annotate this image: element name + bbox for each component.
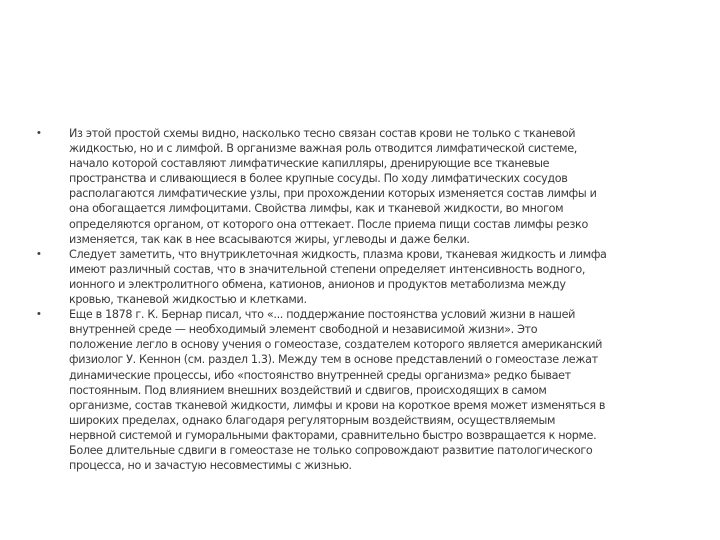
bullet-icon: • [37, 127, 41, 139]
bullet-icon: • [37, 308, 41, 321]
paragraph-fluids: Следует заметить, что внутриклеточная жидкость, плазма крови, тканевая жидкость и лимфа имеют различный состав, что в значительной степени определяет интенсивность водного, ионного и электролитного обмена, катионов, анионов и продуктов метаболизма между кровью, тканевой жидкостью и клетками. [69, 247, 607, 307]
paragraph-lymph: Из этой простой схемы видно, насколько тесно связан состав крови не только с тканевой жидкостью, но и с лимфой. В организме важная роль отводится лимфатической системе, начало которой составляют лимфатические капилляры, дренирующие все тканевые пространства и сливающиеся в более крупные сосуды. По ходу лимфатических сосудов располагаются лимфатические узлы, при прохождении которых изменяется состав лимфы и она обогащается лимфоцитами. Свойства лимфы, как и тканевой жидкости, во многом определяются органом, от которого она оттекает. После приема пищи состав лимфы резко изменяется, так как в нее всасываются жиры, углеводы и даже белки. [69, 127, 597, 246]
list-item-homeostasis [0, 307, 683, 473]
paragraph-homeostasis: Еще в 1878 г. К. Бернар писал, что «... поддержание постоянства условий жизни в нашей внутренней среде — необходимый элемент свободной и независимой жизни». Это положение легло в основу учения о гомеостазе, создателем которого является американский физиолог У. Кеннон (см. раздел 1.3). Между тем в основе представлений о гомеостазе лежат динамические процессы, ибо «постоянство внутренней среды организма» редко бывает постоянным. Под влиянием внешних воздействий и сдвигов, происходящих в самом организме, состав тканевой жидкости, лимфы и крови на короткое время может изменяться в широких пределах, однако благодаря регуляторным воздействиям, осуществляемым нервной системой и гуморальными факторами, сравнительно быстро возвращается к норме. Более длительные сдвиги в гомеостазе не только сопровождают развитие патологического процесса, но и зачастую несовместимы с жизнью. [69, 308, 606, 473]
bullet-list [0, 126, 683, 473]
list-item-fluids [0, 247, 683, 307]
list-item-lymph [0, 126, 683, 247]
bullet-icon: • [37, 247, 41, 260]
